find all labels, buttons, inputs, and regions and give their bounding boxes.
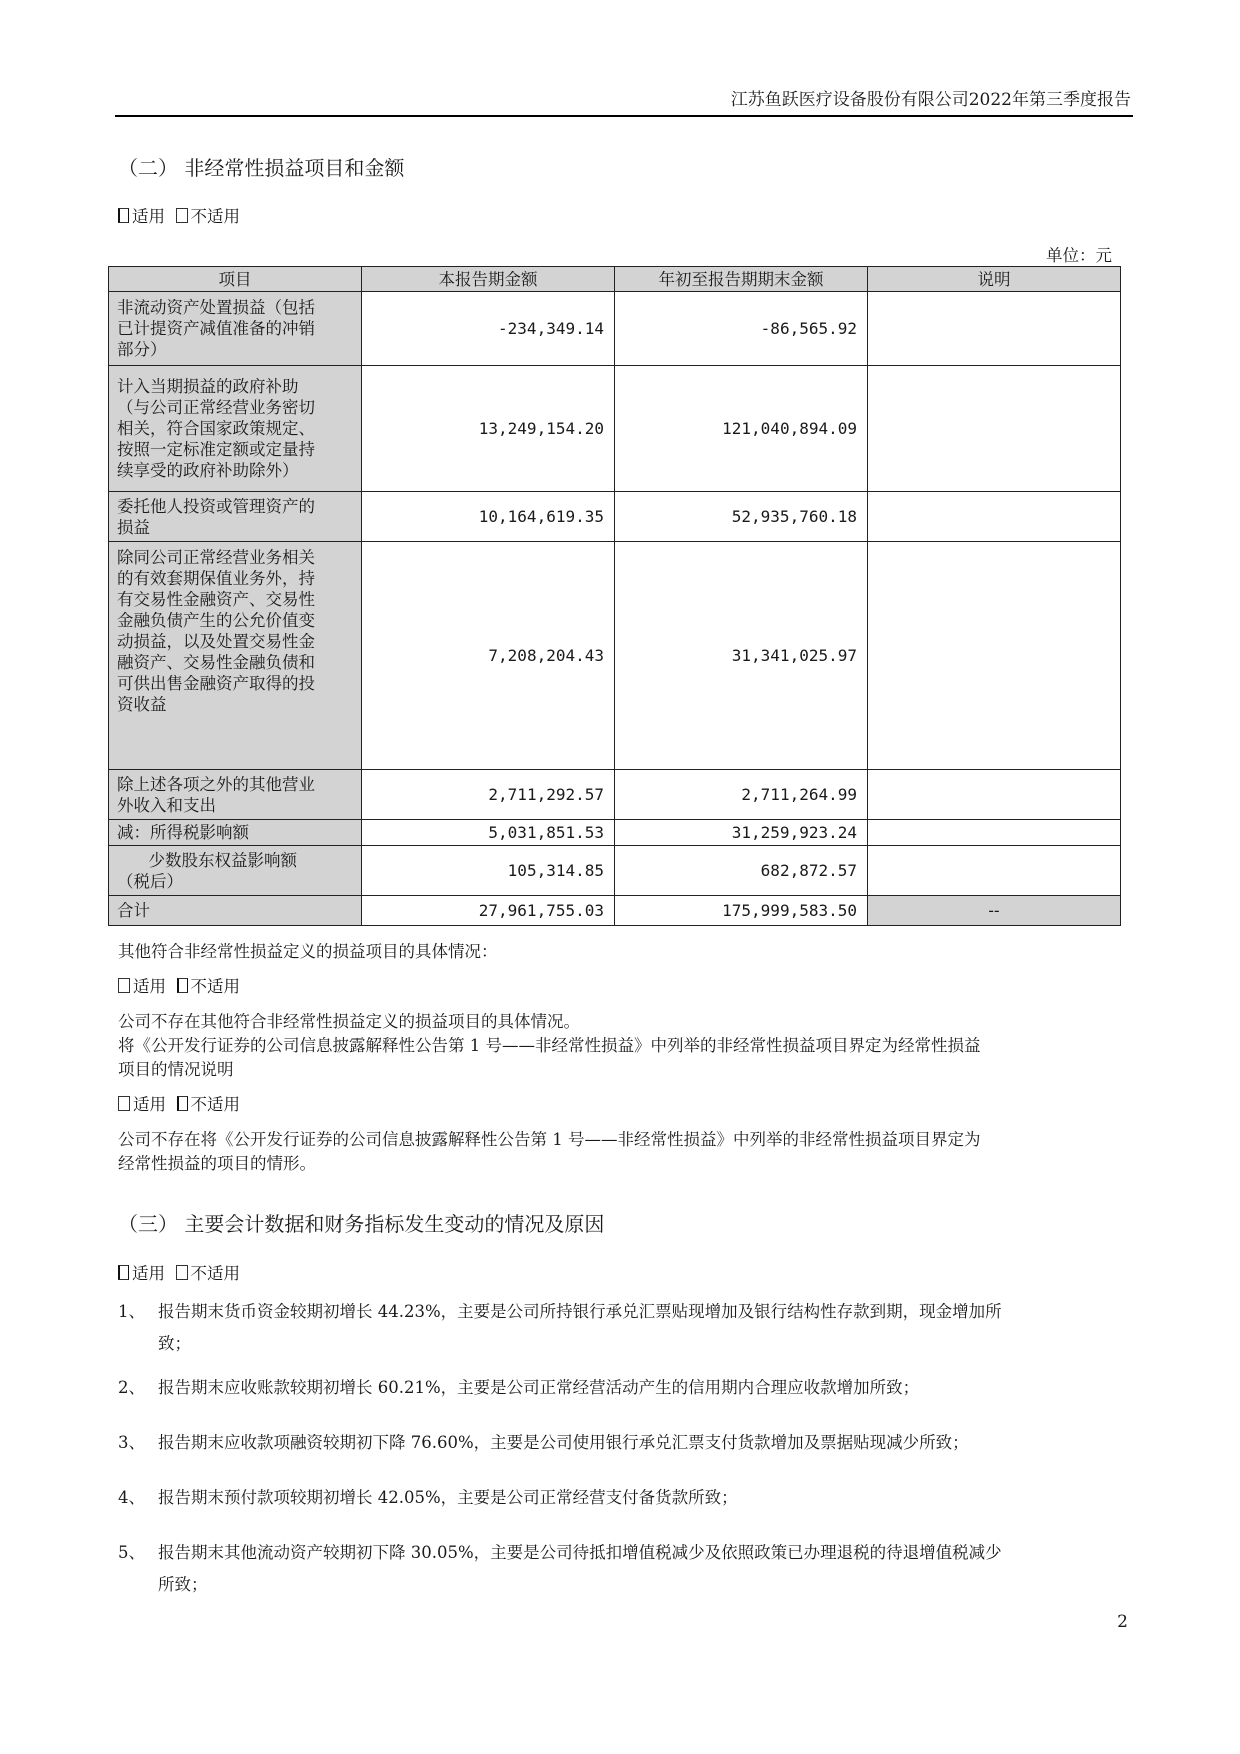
cell-ytd-amount: 31,341,025.97 <box>615 542 868 770</box>
checked-box-icon <box>118 1265 129 1280</box>
header-divider <box>115 115 1133 117</box>
page-number: 2 <box>1117 1612 1128 1632</box>
applicable-label: 适用 <box>133 977 166 996</box>
cell-ytd-amount: -86,565.92 <box>615 292 868 366</box>
report-header-title: 江苏鱼跃医疗设备股份有限公司2022年第三季度报告 <box>730 90 1131 110</box>
not-applicable-label: 不适用 <box>190 977 240 996</box>
cell-item <box>109 292 362 366</box>
cell-item-line: 除上述各项之外的其他营业 <box>117 774 315 794</box>
cell-item-line: 计入当期损益的政府补助 <box>117 377 299 396</box>
cell-current-amount: 105,314.85 <box>362 846 615 896</box>
applicable-label: 适用 <box>132 207 165 226</box>
cell-note <box>868 366 1121 492</box>
unchecked-box-icon <box>118 978 130 993</box>
reclass-desc-line1: 公司不存在将《公开发行证券的公司信息披露解释性公告第 1 号——非经常性损益》中列举的非经常性损益项目界定为 <box>118 1130 981 1149</box>
cell-note <box>868 820 1121 846</box>
unchecked-box-icon <box>176 1265 188 1280</box>
cell-item-line: 相关，符合国家政策规定、 <box>117 419 315 438</box>
cell-current-amount: 2,711,292.57 <box>362 770 615 820</box>
cell-current-amount: 10,164,619.35 <box>362 492 615 542</box>
list-item-number: 1、 <box>118 1302 145 1321</box>
checked-box-icon <box>118 208 129 223</box>
cell-item <box>109 542 362 770</box>
list-item-continuation: 致； <box>158 1334 191 1353</box>
cell-item-line: 损益 <box>117 517 150 537</box>
cell-item-line: 减：所得税影响额 <box>117 823 249 842</box>
cell-item-line: 融资产、交易性金融负债和 <box>117 653 315 672</box>
cell-item <box>109 366 362 492</box>
unit-label: 单位：元 <box>1046 246 1112 265</box>
cell-note <box>868 542 1121 770</box>
table-row <box>109 770 1121 820</box>
cell-ytd-amount: 175,999,583.50 <box>615 896 868 926</box>
list-item-text: 报告期末货币资金较期初增长 44.23%，主要是公司所持银行承兑汇票贴现增加及银行结构性存款到期，现金增加所 <box>158 1302 1002 1321</box>
cell-item <box>109 896 362 926</box>
other-items-note: 其他符合非经常性损益定义的损益项目的具体情况： <box>118 942 498 961</box>
list-item-number: 5、 <box>118 1543 145 1562</box>
cell-item-line: 委托他人投资或管理资产的 <box>117 496 315 516</box>
cell-note: -- <box>868 896 1121 926</box>
cell-item-line: 的有效套期保值业务外，持 <box>117 569 315 588</box>
list-item <box>118 1486 738 1510</box>
applicability-row-1 <box>118 205 240 229</box>
cell-item-line: 除同公司正常经营业务相关 <box>117 548 315 567</box>
list-item-text: 报告期末应收款项融资较期初下降 76.60%，主要是公司使用银行承兑汇票支付货款增加及票据贴现减少所致； <box>158 1433 969 1452</box>
cell-item <box>109 492 362 542</box>
list-item <box>118 1300 1002 1324</box>
list-item-continuation: 所致； <box>158 1575 208 1594</box>
table-row <box>109 846 1121 896</box>
cell-item-line: 非流动资产处置损益（包括 <box>117 298 315 317</box>
unchecked-box-icon <box>118 1096 130 1111</box>
col-header-item: 项目 <box>109 267 362 292</box>
cell-item-line: 已计提资产减值准备的冲销 <box>117 319 315 338</box>
other-items-desc: 公司不存在其他符合非经常性损益定义的损益项目的具体情况。 <box>118 1012 580 1031</box>
applicability-row-2 <box>118 975 240 999</box>
cell-item <box>109 820 362 846</box>
cell-current-amount: 13,249,154.20 <box>362 366 615 492</box>
reclass-desc-line2: 经常性损益的项目的情形。 <box>118 1154 316 1173</box>
table-row <box>109 820 1121 846</box>
not-applicable-label: 不适用 <box>190 207 240 226</box>
cell-ytd-amount: 31,259,923.24 <box>615 820 868 846</box>
cell-item-line: （税后） <box>117 871 183 891</box>
cell-item-line: 可供出售金融资产取得的投 <box>117 674 315 693</box>
non-recurring-items-table <box>108 266 1121 926</box>
table-row <box>109 292 1121 366</box>
list-item-number: 2、 <box>118 1378 145 1397</box>
list-item <box>118 1431 969 1455</box>
list-item-text: 报告期末应收账款较期初增长 60.21%，主要是公司正常经营活动产生的信用期内合理应收款增加所致； <box>158 1378 920 1397</box>
list-item <box>118 1376 919 1400</box>
cell-current-amount: -234,349.14 <box>362 292 615 366</box>
cell-current-amount: 7,208,204.43 <box>362 542 615 770</box>
cell-item-line: 合计 <box>117 901 150 920</box>
cell-item-line: 动损益，以及处置交易性金 <box>117 632 315 651</box>
cell-item-line: （与公司正常经营业务密切 <box>117 398 315 417</box>
cell-note <box>868 770 1121 820</box>
cell-item-line: 外收入和支出 <box>117 795 216 815</box>
cell-ytd-amount: 2,711,264.99 <box>615 770 868 820</box>
cell-ytd-amount: 682,872.57 <box>615 846 868 896</box>
list-item-number: 4、 <box>118 1488 145 1507</box>
cell-item <box>109 846 362 896</box>
cell-item <box>109 770 362 820</box>
cell-item-line: 部分） <box>117 340 167 359</box>
cell-item-line: 按照一定标准定额或定量持 <box>117 440 315 459</box>
cell-item-line: 资收益 <box>117 695 167 714</box>
cell-note <box>868 492 1121 542</box>
table-row <box>109 366 1121 492</box>
list-item-text: 报告期末其他流动资产较期初下降 30.05%，主要是公司待抵扣增值税减少及依照政策已办理退税的待退增值税减少 <box>158 1543 1002 1562</box>
col-header-current: 本报告期金额 <box>362 267 615 292</box>
checked-box-icon <box>177 1096 188 1111</box>
cell-ytd-amount: 121,040,894.09 <box>615 366 868 492</box>
cell-item-line: 金融负债产生的公允价值变 <box>117 611 315 630</box>
applicability-row-4 <box>118 1262 240 1286</box>
cell-item-line: 续享受的政府补助除外） <box>117 461 299 480</box>
unchecked-box-icon <box>176 208 188 223</box>
reclass-title-line1: 将《公开发行证券的公司信息披露解释性公告第 1 号——非经常性损益》中列举的非经常性损益项目界定为经常性损益 <box>118 1036 981 1055</box>
col-header-note: 说明 <box>868 267 1121 292</box>
cell-item-line: 有交易性金融资产、交易性 <box>117 590 315 609</box>
col-header-ytd: 年初至报告期期末金额 <box>615 267 868 292</box>
cell-note <box>868 292 1121 366</box>
cell-item-line: 少数股东权益影响额 <box>117 850 297 870</box>
applicable-label: 适用 <box>133 1095 166 1114</box>
applicability-row-3 <box>118 1093 240 1117</box>
reclass-title-line2: 项目的情况说明 <box>118 1060 234 1079</box>
cell-ytd-amount: 52,935,760.18 <box>615 492 868 542</box>
cell-current-amount: 5,031,851.53 <box>362 820 615 846</box>
table-row <box>109 896 1121 926</box>
applicable-label: 适用 <box>132 1264 165 1283</box>
table-row <box>109 542 1121 770</box>
list-item <box>118 1541 1002 1565</box>
checked-box-icon <box>177 978 188 993</box>
cell-note <box>868 846 1121 896</box>
cell-current-amount: 27,961,755.03 <box>362 896 615 926</box>
section-2-heading: （二） 非经常性损益项目和金额 <box>118 156 405 180</box>
not-applicable-label: 不适用 <box>190 1264 240 1283</box>
table-row <box>109 492 1121 542</box>
list-item-number: 3、 <box>118 1433 145 1452</box>
table-header-row <box>109 267 1121 292</box>
not-applicable-label: 不适用 <box>190 1095 240 1114</box>
list-item-text: 报告期末预付款项较期初增长 42.05%，主要是公司正常经营支付备货款所致； <box>158 1488 738 1507</box>
section-3-heading: （三） 主要会计数据和财务指标发生变动的情况及原因 <box>118 1212 605 1236</box>
